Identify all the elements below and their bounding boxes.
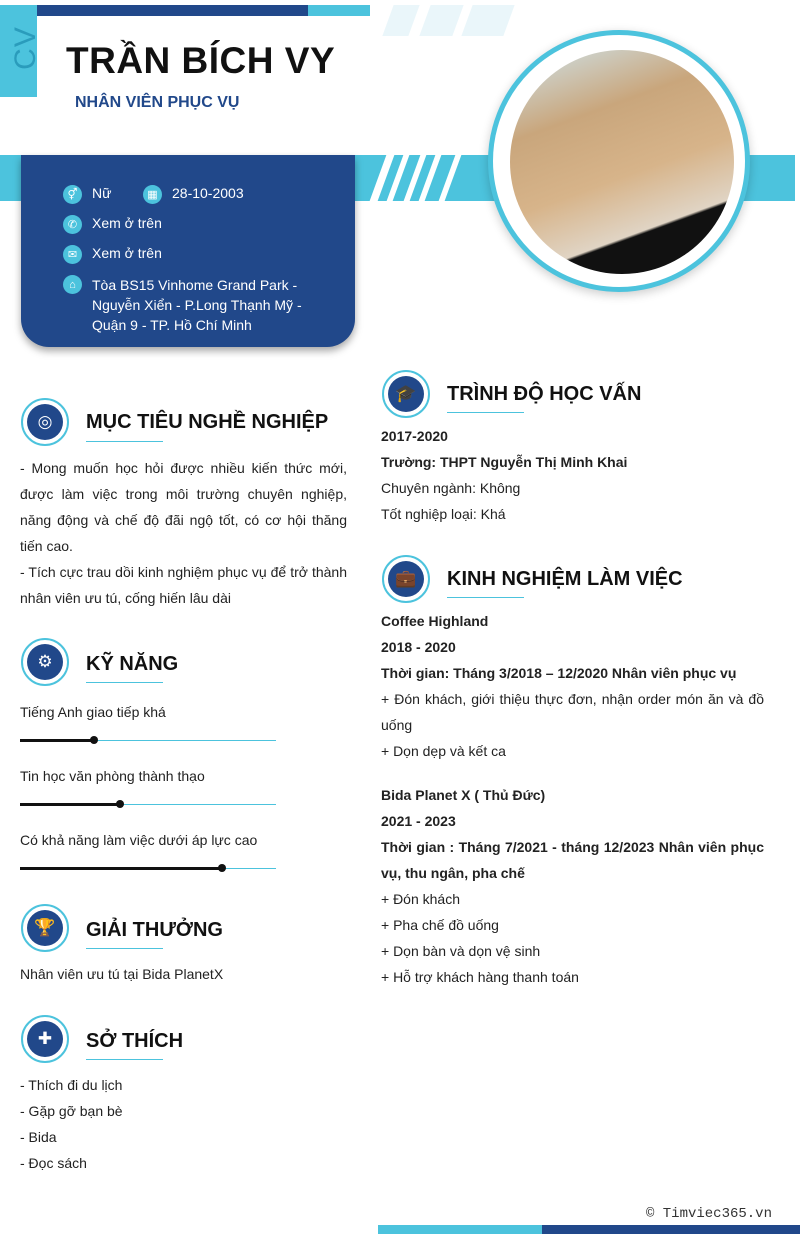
skill-fill bbox=[20, 867, 222, 870]
hobby-item: - Bida bbox=[20, 1129, 57, 1145]
experience-details bbox=[381, 608, 764, 990]
top-bar-dark bbox=[37, 5, 308, 16]
top-bar-light bbox=[308, 5, 370, 16]
job-role: Thời gian : Tháng 7/2021 - tháng 12/2023 Nhân viên phục vụ, thu ngân, pha chế bbox=[381, 839, 764, 881]
decor-stripe bbox=[419, 5, 463, 36]
education-title: TRÌNH ĐỘ HỌC VẤN bbox=[447, 383, 642, 405]
title-underline bbox=[447, 597, 524, 598]
job-duty: + Đón khách bbox=[381, 891, 460, 907]
title-underline bbox=[86, 1059, 163, 1060]
briefcase-icon: 💼 bbox=[382, 555, 430, 603]
email-row bbox=[63, 245, 162, 264]
skill-fill bbox=[20, 803, 120, 806]
graduation-cap-icon: 🎓 bbox=[382, 370, 430, 418]
email-value: Xem ở trên bbox=[92, 245, 162, 261]
decor-stripe bbox=[461, 5, 514, 36]
birthday-row bbox=[143, 185, 244, 204]
awards-title: GIẢI THƯỞNG bbox=[86, 919, 223, 941]
job-title: NHÂN VIÊN PHỤC VỤ bbox=[75, 94, 240, 111]
skill-bar bbox=[20, 740, 276, 741]
education-details bbox=[381, 423, 627, 527]
avatar bbox=[510, 50, 734, 274]
home-icon: ⌂ bbox=[63, 275, 82, 294]
puzzle-icon: ✚ bbox=[21, 1015, 69, 1063]
objective-line: - Tích cực trau dồi kinh nghiệm phục vụ để trở thành nhân viên ưu tú, cống hiến lâu dài bbox=[20, 564, 347, 606]
job-duty: + Pha chế đồ uống bbox=[381, 917, 499, 933]
contact-card bbox=[21, 155, 355, 347]
email-icon: ✉ bbox=[63, 245, 82, 264]
job-period: 2018 - 2020 bbox=[381, 639, 456, 655]
skill-level-dot bbox=[90, 736, 98, 744]
job-company: Coffee Highland bbox=[381, 613, 489, 629]
skill-bar bbox=[20, 804, 276, 805]
education-school: Trường: THPT Nguyễn Thị Minh Khai bbox=[381, 454, 628, 470]
skills-title: KỸ NĂNG bbox=[86, 653, 179, 675]
job-duty: + Dọn dẹp và kết ca bbox=[381, 743, 506, 759]
phone-row bbox=[63, 215, 162, 234]
address-row bbox=[63, 275, 313, 335]
skill-level-dot bbox=[116, 800, 124, 808]
title-underline bbox=[447, 412, 524, 413]
skill-label: Tin học văn phòng thành thạo bbox=[20, 768, 205, 784]
phone-icon: ✆ bbox=[63, 215, 82, 234]
hobby-item: - Gặp gỡ bạn bè bbox=[20, 1103, 123, 1119]
job-period: 2021 - 2023 bbox=[381, 813, 456, 829]
bottom-bar-light bbox=[378, 1225, 542, 1234]
education-grade: Tốt nghiệp loại: Khá bbox=[381, 506, 506, 522]
education-major: Chuyên ngành: Không bbox=[381, 480, 521, 496]
cv-label: CV bbox=[8, 26, 42, 70]
title-underline bbox=[86, 441, 163, 442]
gender-row bbox=[63, 185, 111, 204]
hobbies-title: SỞ THÍCH bbox=[86, 1030, 184, 1052]
cv-tab bbox=[0, 5, 42, 97]
skill-label: Tiếng Anh giao tiếp khá bbox=[20, 704, 166, 720]
job-company: Bida Planet X ( Thủ Đức) bbox=[381, 787, 546, 803]
education-period: 2017-2020 bbox=[381, 428, 448, 444]
skill-bar bbox=[20, 868, 276, 869]
job-duty: + Đón khách, giới thiệu thực đơn, nhận order món ăn và đồ uống bbox=[381, 691, 764, 733]
decor-stripe bbox=[382, 5, 419, 36]
target-icon: ◎ bbox=[21, 398, 69, 446]
job-duty: + Dọn bàn và dọn vệ sinh bbox=[381, 943, 541, 959]
hobbies-list bbox=[20, 1072, 123, 1176]
skill-fill bbox=[20, 739, 94, 742]
objective-title: MỤC TIÊU NGHỀ NGHIỆP bbox=[86, 411, 329, 433]
skills-head-icon: ⚙ bbox=[21, 638, 69, 686]
experience-title: KINH NGHIỆM LÀM VIỆC bbox=[447, 568, 683, 590]
skill-label: Có khả năng làm việc dưới áp lực cao bbox=[20, 832, 258, 848]
objective-line: - Mong muốn học hỏi được nhiều kiến thức mới, được làm việc trong môi trường chuyên nghiệp, năng động và chế độ đãi ngộ tốt, có cơ hội thăng tiến cao. bbox=[20, 460, 347, 554]
job-role: Thời gian: Tháng 3/2018 – 12/2020 Nhân viên phục vụ bbox=[381, 665, 737, 681]
copyright: © Timviec365.vn bbox=[645, 1206, 772, 1222]
title-underline bbox=[86, 948, 163, 949]
gender-value: Nữ bbox=[92, 185, 112, 201]
candidate-name: TRẦN BÍCH VY bbox=[66, 40, 336, 81]
hobby-item: - Đọc sách bbox=[20, 1155, 87, 1171]
hobby-item: - Thích đi du lịch bbox=[20, 1077, 123, 1093]
skill-level-dot bbox=[218, 864, 226, 872]
award-text: Nhân viên ưu tú tại Bida PlanetX bbox=[20, 966, 224, 982]
birthday-value: 28-10-2003 bbox=[172, 185, 244, 201]
title-underline bbox=[86, 682, 163, 683]
job-duty: + Hỗ trợ khách hàng thanh toán bbox=[381, 969, 579, 985]
calendar-icon: ▦ bbox=[143, 185, 162, 204]
trophy-icon: 🏆 bbox=[21, 904, 69, 952]
address-value: Tòa BS15 Vinhome Grand Park - Nguyễn Xiển - P.Long Thạnh Mỹ - Quận 9 - TP. Hồ Chí Minh bbox=[92, 277, 302, 333]
objective-text bbox=[20, 455, 347, 611]
bottom-bar-dark bbox=[542, 1225, 800, 1234]
phone-value: Xem ở trên bbox=[92, 215, 162, 231]
gender-icon: ⚥ bbox=[63, 185, 82, 204]
